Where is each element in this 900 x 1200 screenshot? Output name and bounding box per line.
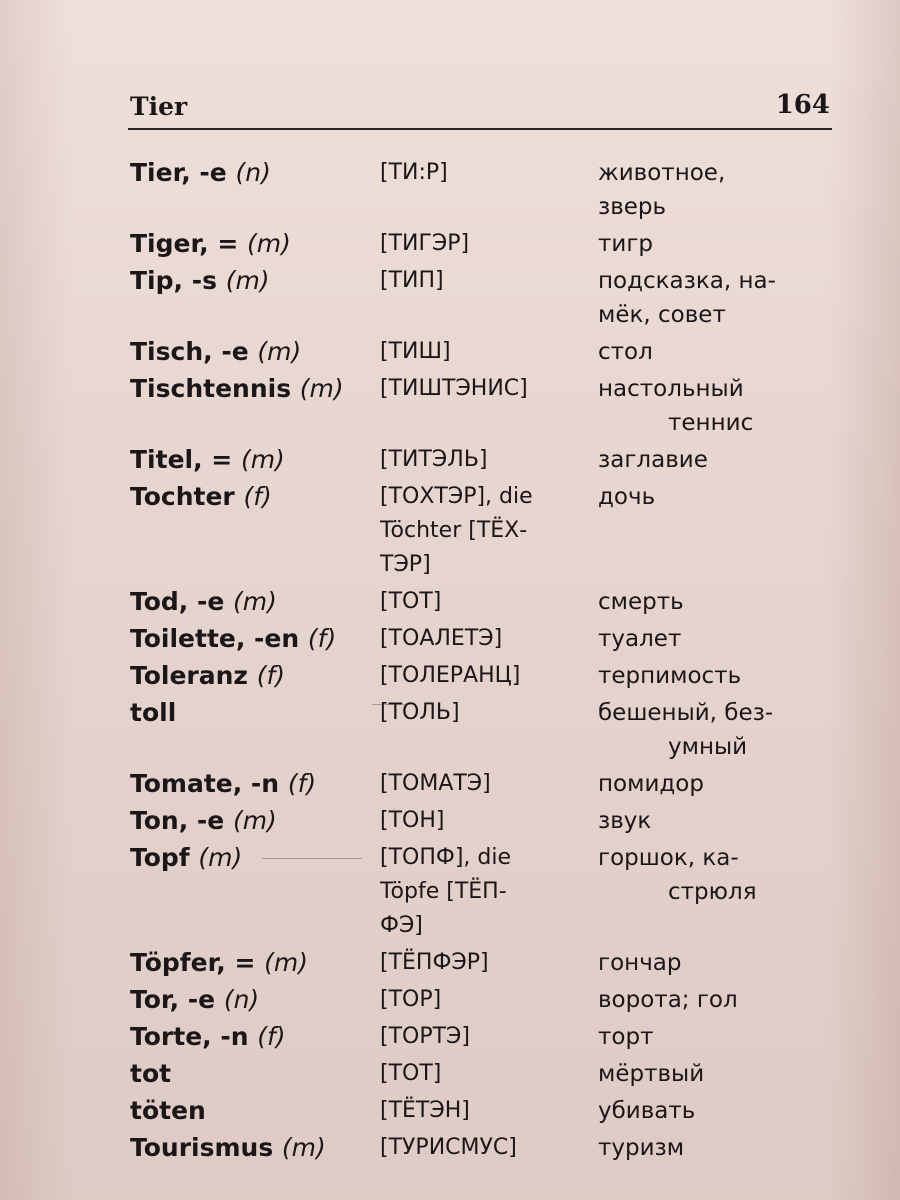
entry-translation: туризм (598, 1135, 685, 1161)
running-head-word: Tier (130, 92, 188, 121)
entry-headword: Tischtennis (m) (130, 374, 344, 403)
entry-headword: Tourismus (m) (130, 1133, 326, 1162)
entry-translation: подсказка, на- мёк, совет (598, 268, 776, 328)
entry-headword: Topf (m) (130, 843, 243, 872)
entry-translation: горшок, ка- стрюля (598, 845, 757, 905)
entry-translation: заглавие (598, 447, 708, 473)
dictionary-entry (130, 622, 850, 656)
entry-pronunciation: [ТОПФ], die Töpfe [ТЁП- ФЭ] (380, 845, 512, 938)
dictionary-entry (130, 696, 850, 764)
entry-pronunciation: [ТОР] (380, 987, 442, 1012)
entry-pronunciation: [ТИШТЭНИС] (380, 376, 528, 401)
entry-translation: гончар (598, 950, 682, 976)
entry-headword: Tochter (f) (130, 482, 272, 511)
entry-pronunciation: [ТЁТЭН] (380, 1098, 470, 1123)
entry-pronunciation: [ТОХТЭР], die Töchter [ТЁХ- ТЭР] (380, 484, 533, 577)
entry-headword: Ton, -e (m) (130, 806, 277, 835)
dictionary-entry (130, 156, 850, 224)
entry-translation: дочь (598, 484, 656, 510)
entry-pronunciation: [ТОАЛЕТЭ] (380, 626, 503, 651)
dictionary-entry (130, 841, 850, 943)
dictionary-entry (130, 946, 850, 980)
entry-translation: торт (598, 1024, 654, 1050)
dictionary-entry (130, 335, 850, 369)
entry-pronunciation: [ТОТ] (380, 1061, 442, 1086)
dictionary-entry (130, 983, 850, 1017)
entry-translation: смерть (598, 589, 684, 615)
dictionary-entry (130, 372, 850, 440)
entry-headword: Torte, -n (f) (130, 1022, 286, 1051)
entry-headword: Toleranz (f) (130, 661, 285, 690)
entry-headword: Toilette, -en (f) (130, 624, 337, 653)
dictionary-entry (130, 767, 850, 801)
dictionary-entry (130, 1057, 850, 1091)
entry-pronunciation: [ТИТЭЛЬ] (380, 447, 488, 472)
entry-pronunciation: [ТОМАТЭ] (380, 771, 491, 796)
page-header (128, 88, 832, 130)
dictionary-entry (130, 585, 850, 619)
entry-headword: Tiger, = (m) (130, 229, 291, 258)
entry-translation: убивать (598, 1098, 696, 1124)
dictionary-entry (130, 227, 850, 261)
entry-pronunciation: [ТИГЭР] (380, 231, 470, 256)
entry-headword: Tip, -s (m) (130, 266, 270, 295)
entry-translation: терпимость (598, 663, 742, 689)
dictionary-entry (130, 264, 850, 332)
dictionary-entry (130, 443, 850, 477)
dictionary-entry (130, 804, 850, 838)
entry-translation: мёртвый (598, 1061, 705, 1087)
entry-translation: ворота; гол (598, 987, 738, 1013)
bleed-through-rule (372, 704, 412, 705)
page-number: 164 (775, 90, 830, 120)
entry-translation: помидор (598, 771, 704, 797)
bleed-through-rule (262, 858, 362, 859)
entry-translation: звук (598, 808, 652, 834)
entry-translation: бешеный, без- умный (598, 700, 774, 760)
entry-headword: Tomate, -n (f) (130, 769, 317, 798)
dictionary-entry (130, 1020, 850, 1054)
entry-translation: туалет (598, 626, 682, 652)
entry-pronunciation: [ТОЛЬ] (380, 700, 460, 725)
dictionary-entry (130, 659, 850, 693)
entry-headword: Tisch, -e (m) (130, 337, 302, 366)
entry-pronunciation: [ТОТ] (380, 589, 442, 614)
dictionary-entries (130, 156, 850, 1168)
entry-headword: toll (130, 698, 177, 727)
entry-pronunciation: [ТОРТЭ] (380, 1024, 470, 1049)
entry-headword: Tod, -e (m) (130, 587, 277, 616)
entry-translation: тигр (598, 231, 654, 257)
entry-pronunciation: [ТОЛЕРАНЦ] (380, 663, 521, 688)
entry-translation: животное, зверь (598, 160, 726, 220)
entry-translation: настольный теннис (598, 376, 754, 436)
dictionary-entry (130, 1094, 850, 1128)
entry-headword: Tier, -e (n) (130, 158, 271, 187)
entry-pronunciation: [ТИ:Р] (380, 160, 448, 185)
entry-pronunciation: [ТУРИСМУС] (380, 1135, 517, 1160)
entry-pronunciation: [ТОН] (380, 808, 445, 833)
entry-headword: tot (130, 1059, 172, 1088)
entry-pronunciation: [ТИП] (380, 268, 444, 293)
entry-headword: Tor, -e (n) (130, 985, 260, 1014)
entry-pronunciation: [ТИШ] (380, 339, 451, 364)
dictionary-entry (130, 480, 850, 582)
entry-translation: стол (598, 339, 653, 365)
entry-pronunciation: [ТЁПФЭР] (380, 950, 489, 975)
entry-headword: Töpfer, = (m) (130, 948, 308, 977)
entry-headword: töten (130, 1096, 206, 1125)
dictionary-entry (130, 1131, 850, 1165)
entry-headword: Titel, = (m) (130, 445, 285, 474)
